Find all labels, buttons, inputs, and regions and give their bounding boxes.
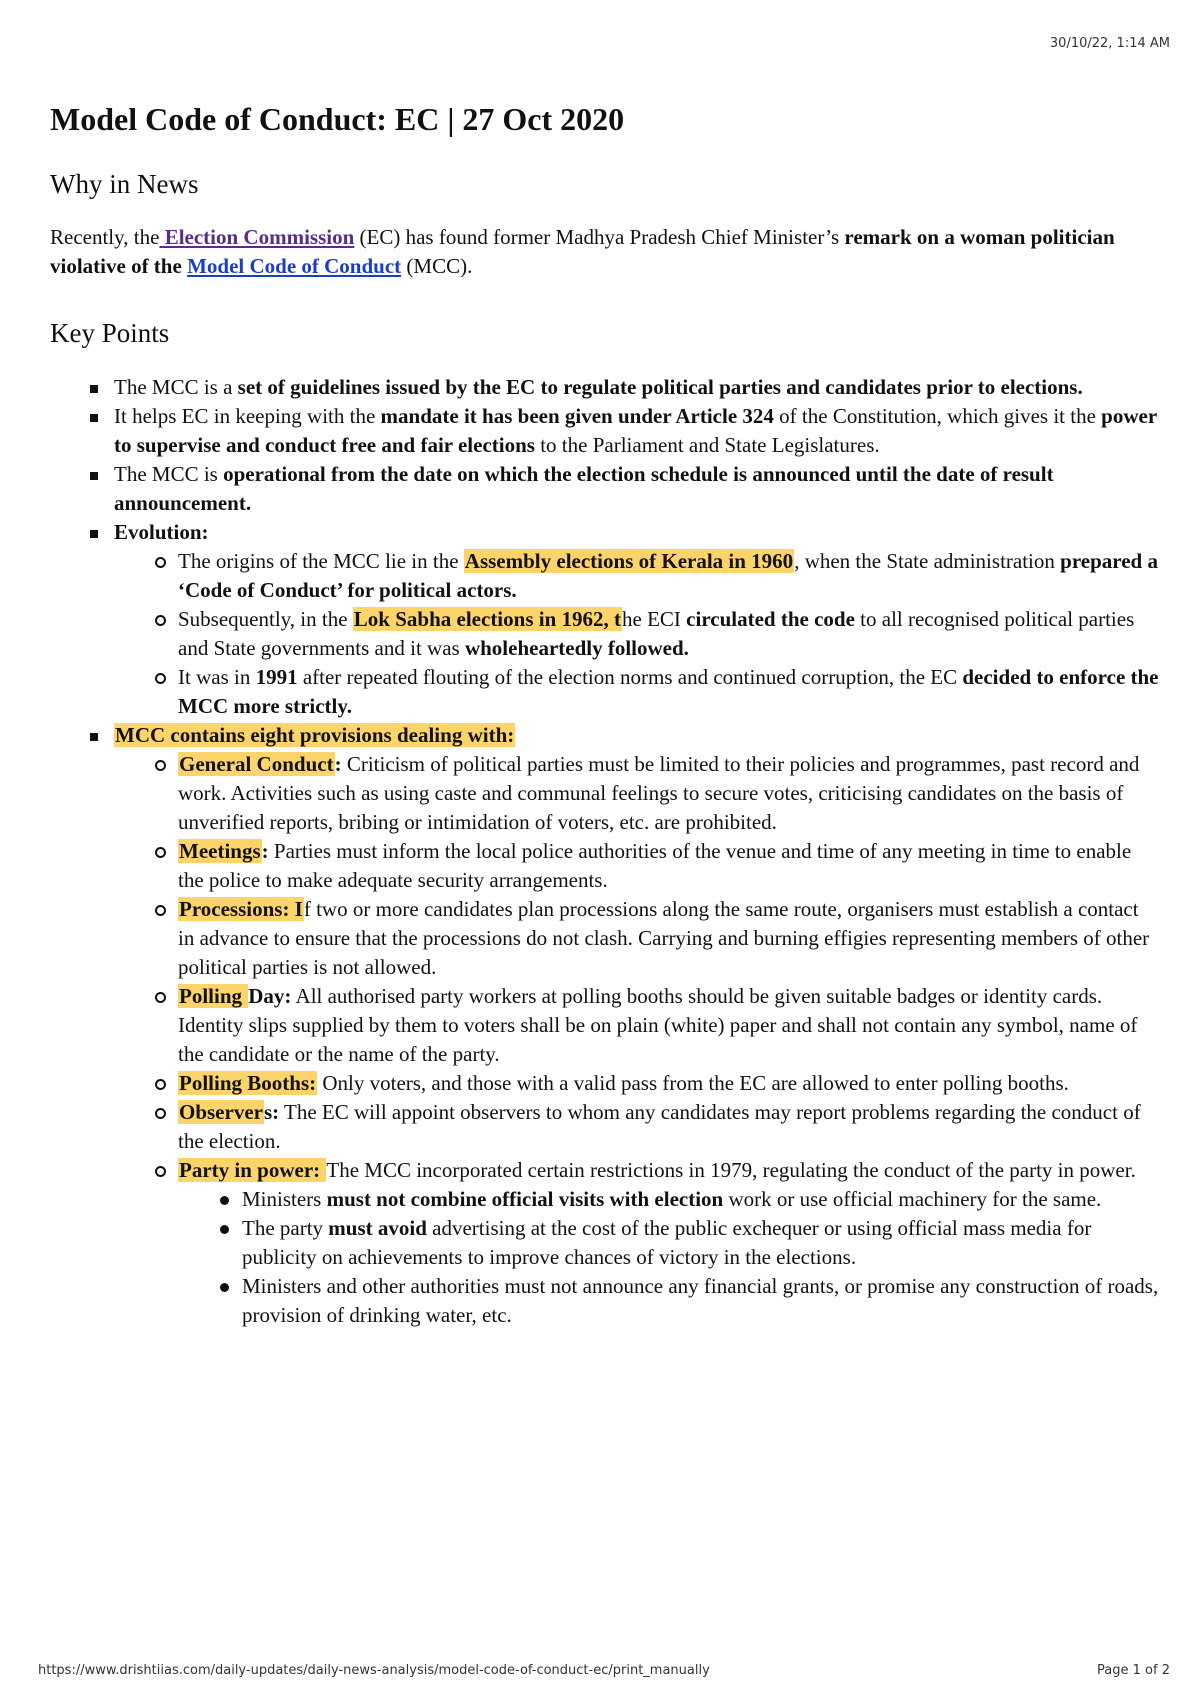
why-in-news-paragraph: Recently, the Election Commission (EC) has found former Madhya Pradesh Chief Minister’s remark on a woman politician violative of the Model Code of Conduct (MCC).	[50, 224, 1115, 278]
provisions-list	[114, 750, 1160, 1330]
party-in-power-list	[178, 1185, 1160, 1330]
highlight: Lok Sabha elections in 1962, t	[353, 607, 622, 632]
list-item: Subsequently, in the Lok Sabha elections in 1962, the ECI circulated the code to all recognised political parties and State governments and it was wholeheartedly followed.	[114, 605, 1160, 663]
key-points-list	[50, 373, 1160, 1330]
election-commission-link[interactable]: Election Commission	[159, 224, 355, 249]
page-number: Page 1 of 2	[1097, 1663, 1170, 1678]
provision-polling-booths: Polling Booths: Only voters, and those with a valid pass from the EC are allowed to enter polling booths.	[114, 1069, 1160, 1098]
key-points-heading: Key Points	[50, 317, 170, 348]
list-item-evolution: Evolution: The origins of the MCC lie in the Assembly elections of Kerala in 1960, when the State administration prepared a ‘Code of Conduct’ for political actors. Subsequently, in the Lok Sabha elections in 1962, the ECI circulated the code to all recognised political parties and State governments and it was wholeheartedly followed. It was in 1991 after repeated flouting of the election norms and continued corruption, the EC decided to enforce the MCC more strictly.	[50, 518, 1160, 721]
list-item: Ministers must not combine official visits with election work or use official machinery for the same.	[178, 1185, 1160, 1214]
article	[50, 100, 1160, 1330]
list-item: The MCC is operational from the date on which the election schedule is announced until the date of result announcement.	[50, 460, 1160, 518]
list-item-provisions	[50, 721, 1160, 1330]
provision-meetings: Meetings: Parties must inform the local police authorities of the venue and time of any meeting in time to enable the police to make adequate security arrangements.	[114, 837, 1160, 895]
evolution-list	[114, 547, 1160, 721]
list-item: The party must avoid advertising at the cost of the public exchequer or using official mass media for publicity on achievements to improve chances of victory in the elections.	[178, 1214, 1160, 1272]
highlight: Assembly elections of Kerala in 1960	[464, 549, 794, 574]
highlight: MCC contains eight provisions dealing with:	[115, 723, 515, 748]
provision-processions: Processions: If two or more candidates plan processions along the same route, organisers must establish a contact in advance to ensure that the processions do not clash. Carrying and burning effigies representing members of other political parties is not allowed.	[114, 895, 1160, 982]
list-item: The MCC is a set of guidelines issued by the EC to regulate political parties and candidates prior to elections.	[50, 373, 1160, 402]
why-in-news-heading: Why in News	[50, 169, 199, 200]
print-header	[1050, 36, 1170, 51]
list-item: The origins of the MCC lie in the Assembly elections of Kerala in 1960, when the State administration prepared a ‘Code of Conduct’ for political actors.	[114, 547, 1160, 605]
list-item: It helps EC in keeping with the mandate it has been given under Article 324 of the Constitution, which gives it the power to supervise and conduct free and fair elections to the Parliament and State Legislatures.	[50, 402, 1160, 460]
list-item: Ministers and other authorities must not announce any financial grants, or promise any construction of roads, provision of drinking water, etc.	[178, 1272, 1160, 1330]
provision-party-in-power: Party in power: The MCC incorporated certain restrictions in 1979, regulating the conduct of the party in power. Ministers must not combine official visits with election work or use official machinery for the same. The party must avoid advertising at the cost of the public exchequer or using official mass media for publicity on achievements to improve chances of victory in the elections. Ministers and other authorities must not announce any financial grants, or promise any construction of roads, provision of drinking water, etc.	[114, 1156, 1160, 1330]
provision-polling-day: Polling Day: All authorised party workers at polling booths should be given suitable badges or identity cards. Identity slips supplied by them to voters shall be on plain (white) paper and shall not contain any symbol, name of the candidate or the name of the party.	[114, 982, 1160, 1069]
page-title: Model Code of Conduct: EC | 27 Oct 2020	[50, 101, 625, 137]
print-datetime: 30/10/22, 1:14 AM	[1049, 36, 1170, 51]
list-item: It was in 1991 after repeated flouting of the election norms and continued corruption, the EC decided to enforce the MCC more strictly.	[114, 663, 1160, 721]
model-code-of-conduct-link[interactable]: Model Code of Conduct	[187, 253, 402, 278]
provision-general-conduct: General Conduct: Criticism of political parties must be limited to their policies and programmes, past record and work. Activities such as using caste and communal feelings to secure votes, criticising candidates on the basis of unverified reports, bribing or intimidation of voters, etc. are prohibited.	[114, 750, 1160, 837]
page-url: https://www.drishtiias.com/daily-updates/daily-news-analysis/model-code-of-conduct-ec/print_manually	[38, 1663, 710, 1678]
provision-observers: Observers: The EC will appoint observers to whom any candidates may report problems regarding the conduct of the election.	[114, 1098, 1160, 1156]
